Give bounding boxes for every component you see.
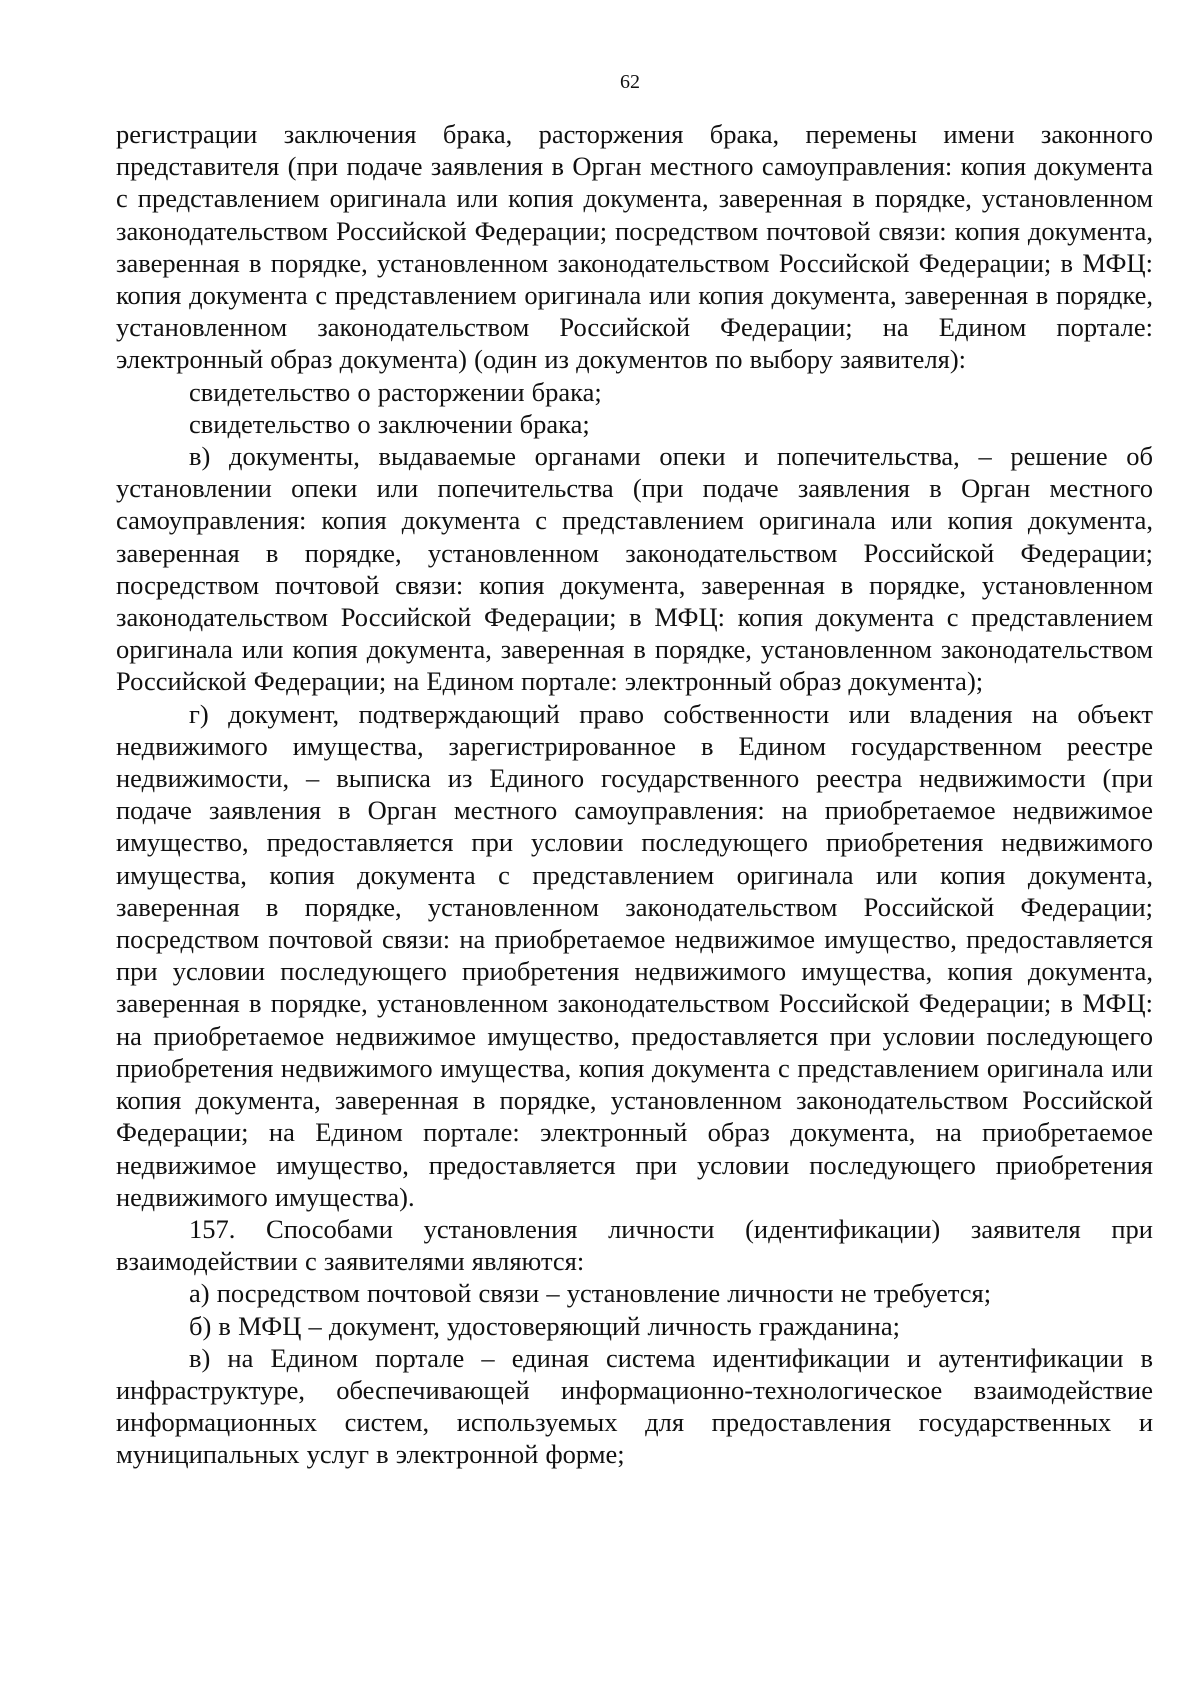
paragraph-157-identification: 157. Способами установления личности (идентификации) заявителя при взаимодействии с заявителями являются: xyxy=(116,1213,1153,1277)
document-body xyxy=(116,118,1153,1471)
paragraph-continuation: регистрации заключения брака, расторжения брака, перемены имени законного представителя (при подаче заявления в Орган местного самоуправления: копия документа с представлением оригинала или копия документа, заверенная в порядке, установленном законодательством Российской Федерации; посредством почтовой связи: копия документа, заверенная в порядке, установленном законодательством Российской Федерации; в МФЦ: копия документа с представлением оригинала или копия документа, заверенная в порядке, установленном законодательством Российской Федерации; на Едином портале: электронный образ документа) (один из документов по выбору заявителя): xyxy=(116,119,1153,375)
paragraph-divorce-certificate: свидетельство о расторжении брака; xyxy=(189,376,602,407)
paragraph-postal-identification: а) посредством почтовой связи – установление личности не требуется; xyxy=(189,1278,992,1309)
page-number: 62 xyxy=(620,71,640,93)
paragraph-property-documents: г) документ, подтверждающий право собственности или владения на объект недвижимого имущества, зарегистрированное в Едином государственном реестре недвижимости, – выписка из Единого государственного реестра недвижимости (при подаче заявления в Орган местного самоуправления: на приобретаемое недвижимое имущество, предоставляется при условии последующего приобретения недвижимого имущества, копия документа с представлением оригинала или копия документа, заверенная в порядке, установленном законодательством Российской Федерации; посредством почтовой связи: на приобретаемое недвижимое имущество, предоставляется при условии последующего приобретения недвижимого имущества, копия документа, заверенная в порядке, установленном законодательством Российской Федерации; в МФЦ: на приобретаемое недвижимое имущество, предоставляется при условии последующего приобретения недвижимого имущества, копия документа с представлением оригинала или копия документа, заверенная в порядке, установленном законодательством Российской Федерации; на Едином портале: электронный образ документа, на приобретаемое недвижимое имущество, предоставляется при условии последующего приобретения недвижимого имущества). xyxy=(116,698,1153,1212)
paragraph-mfc-identification: б) в МФЦ – документ, удостоверяющий личность гражданина; xyxy=(189,1310,900,1341)
paragraph-portal-identification: в) на Едином портале – единая система идентификации и аутентификации в инфраструктуре, обеспечивающей информационно-технологическое взаимодействие информационных систем, используемых для предоставления государственных и муниципальных услуг в электронной форме; xyxy=(116,1342,1153,1470)
paragraph-guardianship-documents: в) документы, выдаваемые органами опеки и попечительства, – решение об установлении опеки или попечительства (при подаче заявления в Орган местного самоуправления: копия документа с представлением оригинала или копия документа, заверенная в порядке, установленном законодательством Российской Федерации; посредством почтовой связи: копия документа, заверенная в порядке, установленном законодательством Российской Федерации; в МФЦ: копия документа с представлением оригинала или копия документа, заверенная в порядке, установленном законодательством Российской Федерации; на Едином портале: электронный образ документа); xyxy=(116,441,1153,697)
paragraph-marriage-certificate: свидетельство о заключении брака; xyxy=(189,408,590,439)
